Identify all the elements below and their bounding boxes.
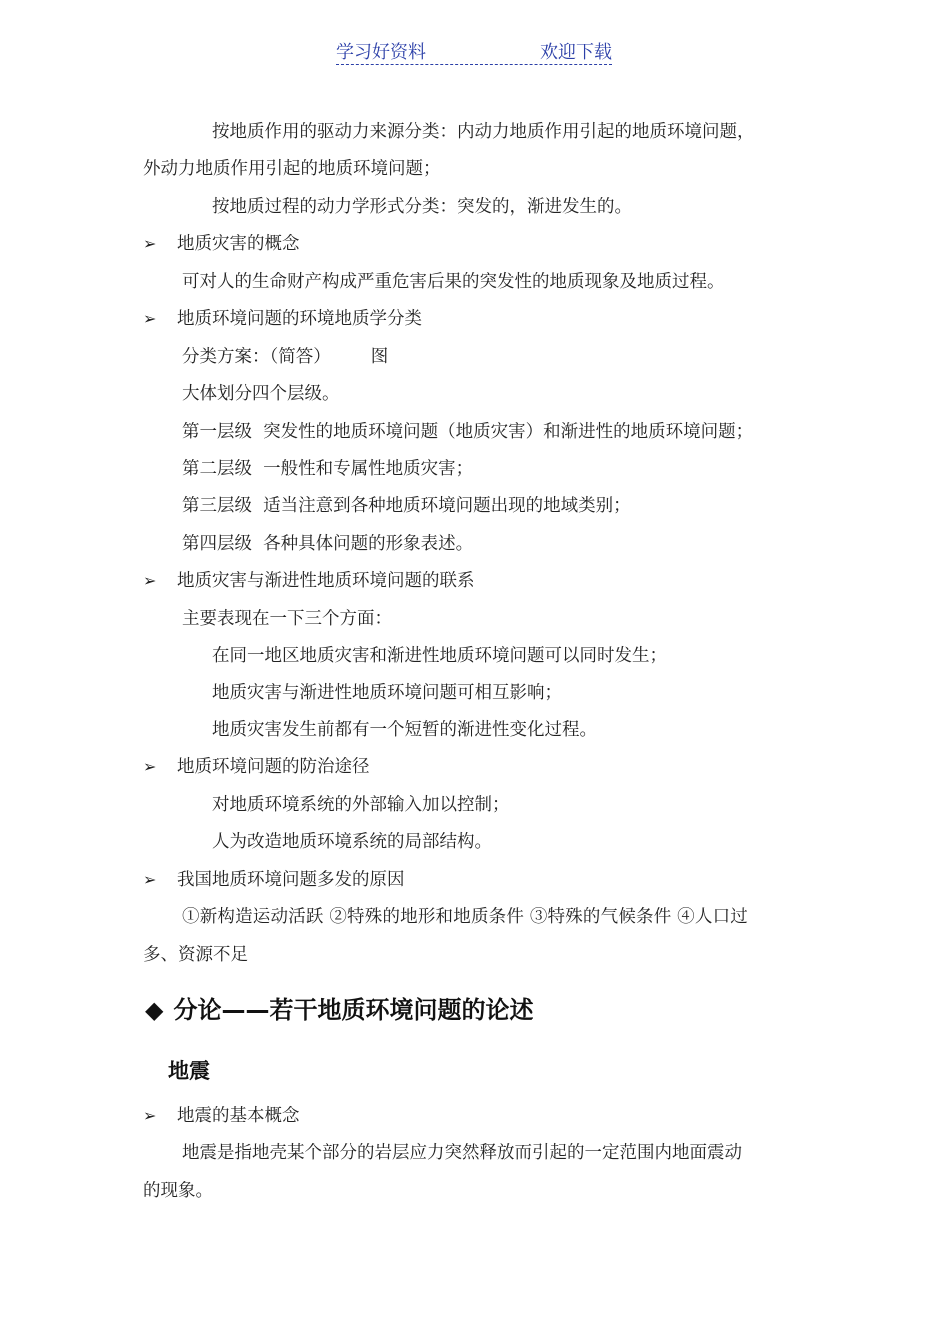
level-item: 第二层级 一般性和专属性地质灾害； xyxy=(182,459,474,479)
paragraph-line: 外动力地质作用引起的地质环境问题； xyxy=(143,159,441,179)
list-item: 在同一地区地质灾害和渐进性地质环境问题可以同时发生； xyxy=(212,646,667,666)
header-left-text: 学习好资料 xyxy=(336,42,426,63)
section-text: 可对人的生命财产构成严重危害后果的突发性的地质现象及地质过程。 xyxy=(182,272,725,292)
arrow-bullet-icon: ➢ xyxy=(143,1106,157,1125)
classification-scheme: 分类方案：（简答） 图 xyxy=(182,347,389,367)
list-item: 地质灾害与渐进性地质环境问题可相互影响； xyxy=(212,683,562,703)
list-item: 地质灾害发生前都有一个短暂的渐进性变化过程。 xyxy=(212,720,597,740)
level-item: 第四层级 各种具体问题的形象表述。 xyxy=(182,534,474,554)
chapter-heading: ◆ 分论——若干地质环境问题的论述 xyxy=(145,996,534,1024)
list-item: 人为改造地质环境系统的局部结构。 xyxy=(212,832,492,852)
paragraph-line: 地震是指地壳某个部分的岩层应力突然释放而引起的一定范围内地面震动 xyxy=(182,1143,742,1163)
paragraph-line: 按地质作用的驱动力来源分类：内动力地质作用引起的地质环境问题， xyxy=(212,122,755,142)
arrow-bullet-icon: ➢ xyxy=(143,757,157,776)
section-heading: ➢ 地质灾害的概念 xyxy=(143,234,300,254)
paragraph-line: 的现象。 xyxy=(143,1181,213,1201)
section-heading: ➢ 地震的基本概念 xyxy=(143,1106,300,1126)
level-item: 第三层级 适当注意到各种地质环境问题出现的地域类别； xyxy=(182,496,631,516)
section-heading: ➢ 地质灾害与渐进性地质环境问题的联系 xyxy=(143,571,475,591)
level-item: 第一层级 突发性的地质环境问题（地质灾害）和渐进性的地质环境问题； xyxy=(182,422,754,442)
section-text: 主要表现在一下三个方面： xyxy=(182,609,392,629)
arrow-bullet-icon: ➢ xyxy=(143,309,157,328)
paragraph-line: 多、资源不足 xyxy=(143,945,248,965)
section-heading: ➢ 我国地质环境问题多发的原因 xyxy=(143,870,405,890)
page-header xyxy=(336,38,612,65)
section-heading: ➢ 地质环境问题的防治途径 xyxy=(143,757,370,777)
paragraph-line: 按地质过程的动力学形式分类：突发的，渐进发生的。 xyxy=(212,197,632,217)
section-text: 大体划分四个层级。 xyxy=(182,384,340,404)
diamond-bullet-icon: ◆ xyxy=(145,996,164,1024)
section-heading: ➢ 地质环境问题的环境地质学分类 xyxy=(143,309,422,329)
subsection-heading: 地震 xyxy=(168,1059,210,1083)
paragraph-line: ①新构造运动活跃 ②特殊的地形和地质条件 ③特殊的气候条件 ④人口过 xyxy=(182,907,748,927)
arrow-bullet-icon: ➢ xyxy=(143,571,157,590)
arrow-bullet-icon: ➢ xyxy=(143,870,157,889)
arrow-bullet-icon: ➢ xyxy=(143,234,157,253)
header-right-text: 欢迎下载 xyxy=(540,42,612,63)
list-item: 对地质环境系统的外部输入加以控制； xyxy=(212,795,510,815)
